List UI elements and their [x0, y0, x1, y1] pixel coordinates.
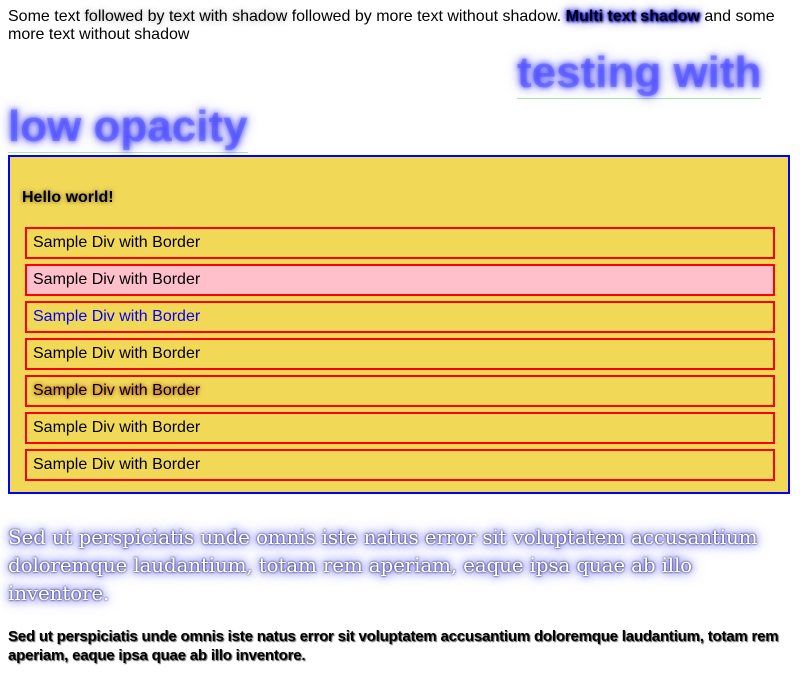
big-text-line-1: testing with — [517, 48, 762, 97]
list-item-label: Sample Div with Border — [33, 419, 201, 436]
list-item-label: Sample Div with Border — [33, 456, 201, 473]
list-item-label: Sample Div with Border — [33, 345, 201, 362]
list-item-label: Sample Div with Border — [33, 382, 201, 399]
sans-shadow-paragraph: Sed ut perspiciatis unde omnis iste natus error sit voluptatem accusantium doloremque laudantium, totam rem aperiam, eaque ipsa quae ab illo inventore. — [8, 628, 779, 664]
list-item — [25, 264, 775, 296]
list-item — [25, 375, 775, 407]
yellow-container — [8, 155, 790, 494]
list-item — [25, 412, 775, 444]
list-item — [25, 301, 775, 333]
intro-paragraph — [8, 8, 792, 44]
intro-text-plain-3: and some more text without shadow — [8, 8, 775, 43]
intro-text-plain-1: Some text — [8, 8, 85, 25]
intro-text-multi-shadow: Multi text shadow — [565, 8, 700, 25]
intro-text-plain-2: followed by more text without shadow. — [287, 8, 566, 25]
list-item — [25, 227, 775, 259]
intro-text-shadow: followed by text with shadow — [84, 8, 288, 25]
list-item-label: Sample Div with Border — [33, 271, 201, 288]
box-heading: Hello world! — [22, 189, 114, 206]
list-item — [25, 338, 775, 370]
list-item-label: Sample Div with Border — [33, 308, 201, 325]
list-item — [25, 449, 775, 481]
list-item-label: Sample Div with Border — [33, 234, 201, 251]
big-text-line-2: low opacity — [8, 102, 248, 151]
serif-shadow-paragraph: Sed ut perspiciatis unde omnis iste natus error sit voluptatem accusantium doloremque laudantium, totam rem aperiam, eaque ipsa quae ab illo inventore. — [8, 525, 758, 605]
